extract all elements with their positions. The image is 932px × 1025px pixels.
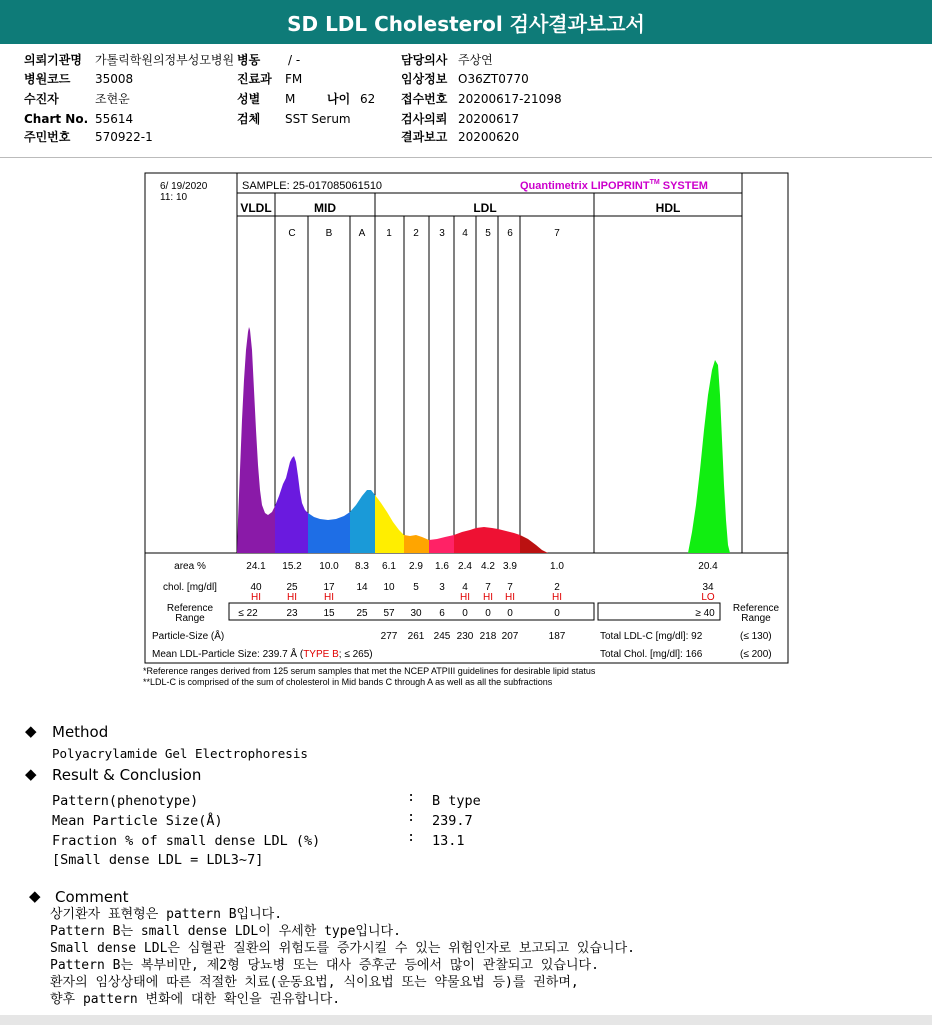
result-note: [Small dense LDL = LDL3~7] (52, 852, 264, 868)
reference-value: 0 (485, 608, 491, 619)
particle-size-value: 218 (479, 631, 497, 642)
chol-value: 3 (439, 582, 445, 593)
flag-label: HI (287, 592, 297, 603)
footnote-2: **LDL-C is comprised of the sum of cholesterol in Mid bands C through A as well as all the subfractions (143, 677, 553, 687)
result-colon: : (407, 809, 416, 825)
footnote-1: *Reference ranges derived from 125 serum samples that met the NCEP ATPIII guidelines for desirable lipid status (143, 666, 596, 676)
info-label: 성별 (237, 92, 261, 106)
chol-value: 10 (383, 582, 395, 593)
particle-size-value: 261 (407, 631, 425, 642)
info-value: 주상연 (458, 53, 493, 67)
chol-row-label: chol. [mg/dl] (163, 582, 217, 593)
comment-heading: Comment (55, 888, 129, 906)
chol-value: 7 (507, 582, 513, 593)
result-colon: : (407, 829, 416, 845)
flag-label: HI (505, 592, 515, 603)
chol-value: 25 (286, 582, 298, 593)
reference-value: 0 (554, 608, 560, 619)
page-footer-bar (0, 1015, 932, 1025)
band-label: 6 (507, 228, 513, 239)
area-value: 1.0 (550, 561, 564, 572)
info-label: 의뢰기관명 (24, 53, 82, 67)
hdl-label: HDL (655, 201, 681, 215)
result-bullet-icon: ◆ (25, 765, 37, 783)
particle-size-value: 277 (380, 631, 398, 642)
info-label: 담당의사 (401, 53, 448, 67)
info-value: 35008 (95, 72, 134, 86)
info-label: 병동 (237, 53, 261, 67)
area-value: 4.2 (481, 561, 495, 572)
info-label: Chart No. (24, 112, 89, 126)
comment-line: Pattern B는 복부비만, 제2형 당뇨병 또는 대사 증후군 등에서 많이 관찰되고 있습니다. (50, 958, 599, 973)
chol-value: 7 (485, 582, 491, 593)
comment-line: Pattern B는 small dense LDL이 우세한 type입니다. (50, 924, 401, 939)
area-value: 20.4 (698, 561, 718, 572)
info-value: FM (285, 72, 303, 86)
comment-line: 향후 pattern 변화에 대한 확인을 권유합니다. (50, 992, 341, 1007)
report-date: 6/ 19/2020 (160, 181, 208, 192)
reference-value: 23 (286, 608, 298, 619)
info-label: 진료과 (237, 72, 272, 86)
area-value: 6.1 (382, 561, 396, 572)
result-value: 13.1 (432, 833, 465, 849)
ref-label-2: Range (175, 613, 205, 624)
method-heading: Method (52, 723, 109, 741)
flag-label: HI (483, 592, 493, 603)
area-row-label: area % (174, 561, 206, 572)
total-ldl-ref: (≤ 130) (740, 631, 772, 642)
info-value: 가톨릭학원의정부성모병원 (95, 53, 235, 67)
result-label: Pattern(phenotype) (52, 793, 199, 809)
chol-value: 17 (323, 582, 335, 593)
comment-line: Small dense LDL은 심혈관 질환의 위험도를 증가시킬 수 있는 위험인자로 보고되고 있습니다. (50, 941, 635, 956)
info-label: 임상정보 (401, 72, 448, 86)
area-value: 3.9 (503, 561, 517, 572)
comment-line: 상기환자 표현형은 pattern B입니다. (50, 907, 283, 922)
mid-label: MID (314, 201, 336, 215)
chol-value: 14 (356, 582, 368, 593)
mean-ldl-size: Mean LDL-Particle Size: 239.7 Å (TYPE B; ≤ 265) (152, 649, 373, 660)
header-divider (0, 157, 932, 158)
info-value: 55614 (95, 112, 134, 126)
total-chol: Total Chol. [mg/dl]: 166 (600, 649, 703, 660)
flag-label: LO (701, 592, 715, 603)
band-label: A (358, 228, 366, 239)
band-label: 2 (413, 228, 419, 239)
flag-label: HI (251, 592, 261, 603)
vldl-label: VLDL (240, 201, 272, 215)
brand-name: Quantimetrix LIPOPRINT™ SYSTEM (520, 179, 708, 192)
sample-id: SAMPLE: 25-017085061510 (242, 180, 383, 192)
comment-line: 환자의 임상상태에 따른 적절한 치료(운동요법, 식이요법 또는 약물요법 등)를 권하며, (50, 975, 579, 990)
chol-value: 4 (462, 582, 468, 593)
reference-value: 57 (383, 608, 395, 619)
info-label: 검사의뢰 (401, 112, 448, 126)
band-label: B (325, 228, 333, 239)
info-value: 20200617 (458, 112, 520, 126)
ldl-label: LDL (473, 201, 497, 215)
reference-value: 25 (356, 608, 368, 619)
area-value: 10.0 (319, 561, 339, 572)
info-value: O36ZT0770 (458, 72, 529, 86)
result-colon: : (407, 789, 416, 805)
ref-label-1: Reference (166, 603, 214, 614)
band-label: 7 (554, 228, 560, 239)
chol-value: 40 (250, 582, 262, 593)
reference-value: 0 (507, 608, 513, 619)
info-value: 62 (360, 92, 376, 106)
area-value: 2.4 (458, 561, 472, 572)
reference-value: ≤ 22 (238, 608, 258, 619)
ref-label-right-1: Reference (732, 603, 780, 614)
band-label: 1 (386, 228, 392, 239)
info-value: 조현운 (95, 92, 130, 106)
band-label: 5 (485, 228, 491, 239)
report-title: SD LDL Cholesterol 검사결과보고서 (0, 0, 932, 44)
area-value: 8.3 (355, 561, 369, 572)
flag-label: HI (460, 592, 470, 603)
chol-value: 5 (413, 582, 419, 593)
area-value: 2.9 (409, 561, 423, 572)
info-label: 수진자 (24, 92, 59, 106)
result-label: Fraction % of small dense LDL (%) (52, 833, 321, 849)
info-label: 결과보고 (401, 130, 448, 144)
band-label: 3 (439, 228, 445, 239)
info-value: SST Serum (285, 112, 351, 126)
lipoprint-chart (0, 160, 932, 680)
comment-bullet-icon: ◆ (29, 887, 41, 905)
chol-value: 34 (702, 582, 714, 593)
band-label: C (288, 228, 296, 239)
ref-label-right-2: Range (741, 613, 771, 624)
result-heading: Result & Conclusion (52, 766, 202, 784)
method-bullet-icon: ◆ (25, 722, 37, 740)
info-value: 570922-1 (95, 130, 153, 144)
particle-size-value: 187 (548, 631, 566, 642)
flag-label: HI (324, 592, 334, 603)
area-value: 1.6 (435, 561, 449, 572)
report-time: 11: 10 (160, 192, 188, 203)
info-label: 나이 (327, 92, 351, 106)
reference-value: ≥ 40 (695, 608, 715, 619)
info-label: 접수번호 (401, 92, 448, 106)
info-label: 검체 (237, 112, 261, 126)
info-value: 20200617-21098 (458, 92, 562, 106)
result-label: Mean Particle Size(Å) (52, 813, 223, 829)
reference-value: 6 (439, 608, 445, 619)
reference-value: 30 (410, 608, 422, 619)
info-value: 20200620 (458, 130, 520, 144)
info-label: 주민번호 (24, 130, 71, 144)
reference-value: 0 (462, 608, 468, 619)
area-value: 24.1 (246, 561, 266, 572)
total-chol-ref: (≤ 200) (740, 649, 772, 660)
reference-value: 15 (323, 608, 335, 619)
chol-value: 2 (554, 582, 560, 593)
band-label: 4 (462, 228, 468, 239)
area-value: 15.2 (282, 561, 302, 572)
info-value: / - (288, 53, 301, 67)
result-value: 239.7 (432, 813, 473, 829)
info-value: M (285, 92, 296, 106)
particle-size-value: 230 (456, 631, 474, 642)
particle-size-value: 245 (433, 631, 451, 642)
total-ldl: Total LDL-C [mg/dl]: 92 (600, 631, 703, 642)
method-text: Polyacrylamide Gel Electrophoresis (52, 746, 308, 761)
result-value: B type (432, 793, 481, 809)
particle-size-label: Particle-Size (Å) (152, 631, 225, 642)
particle-size-value: 207 (501, 631, 519, 642)
flag-label: HI (552, 592, 562, 603)
info-label: 병원코드 (24, 72, 71, 86)
